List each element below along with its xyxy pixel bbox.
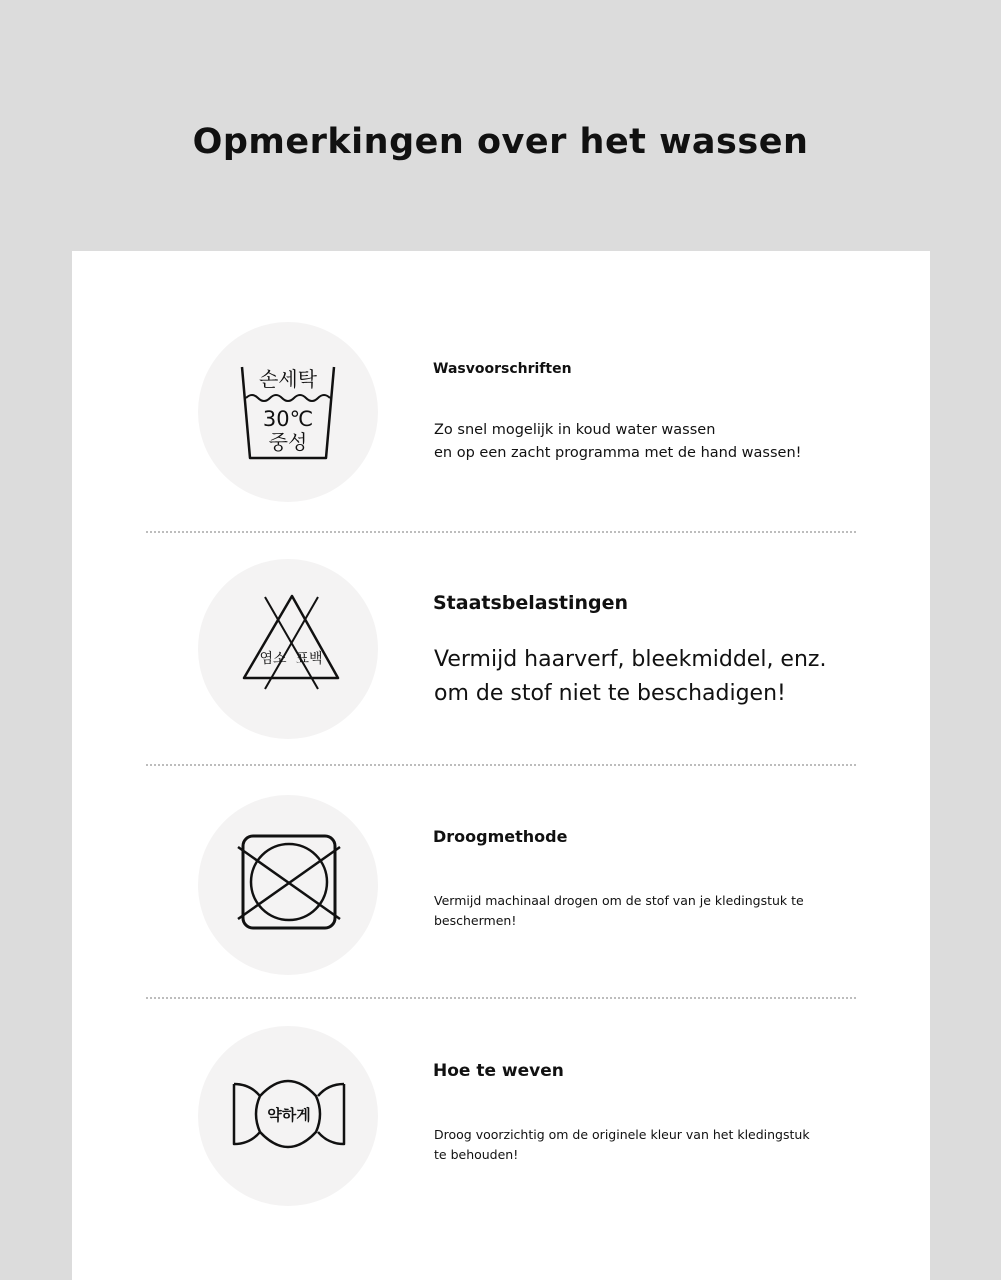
dotted-divider bbox=[146, 764, 856, 766]
section-description bbox=[434, 1125, 810, 1165]
description-line: Droog voorzichtig om de originele kleur van het kledingstuk bbox=[434, 1127, 810, 1142]
neutral-detergent-label: 중성 bbox=[268, 430, 308, 454]
hand-wash-label: 손세탁 bbox=[259, 367, 317, 391]
dotted-divider bbox=[146, 997, 856, 999]
description-line: beschermen! bbox=[434, 913, 517, 928]
description-line: te behouden! bbox=[434, 1147, 519, 1162]
gentle-wring-icon bbox=[198, 1026, 378, 1206]
description-line: Vermijd haarverf, bleekmiddel, enz. bbox=[434, 647, 827, 672]
care-instructions-card bbox=[72, 251, 930, 1280]
no-bleach-icon bbox=[198, 559, 378, 739]
dotted-divider bbox=[146, 531, 856, 533]
chlorine-label: 염소 bbox=[259, 651, 287, 667]
icon-circle bbox=[198, 795, 378, 975]
section-description bbox=[434, 419, 801, 465]
description-line: Vermijd machinaal drogen om de stof van je kledingstuk te bbox=[434, 893, 804, 908]
hand-wash-icon bbox=[198, 322, 378, 502]
page-title: Opmerkingen over het wassen bbox=[192, 122, 809, 162]
no-tumble-dry-icon bbox=[198, 795, 378, 975]
section-description bbox=[434, 891, 804, 931]
section-heading: Wasvoorschriften bbox=[433, 361, 572, 377]
bleach-label: 표백 bbox=[295, 651, 323, 667]
icon-circle bbox=[198, 1026, 378, 1206]
section-heading: Droogmethode bbox=[433, 827, 568, 846]
icon-circle bbox=[198, 559, 378, 739]
gentle-label: 약하게 bbox=[267, 1106, 311, 1124]
description-line: om de stof niet te beschadigen! bbox=[434, 681, 786, 706]
section-description bbox=[434, 643, 826, 711]
description-line: Zo snel mogelijk in koud water wassen bbox=[434, 422, 716, 438]
section-heading: Staatsbelastingen bbox=[433, 592, 629, 614]
icon-circle bbox=[198, 322, 378, 502]
temperature-label: 30℃ bbox=[262, 407, 314, 431]
section-heading: Hoe te weven bbox=[433, 1061, 564, 1081]
description-line: en op een zacht programma met de hand wassen! bbox=[434, 445, 802, 461]
